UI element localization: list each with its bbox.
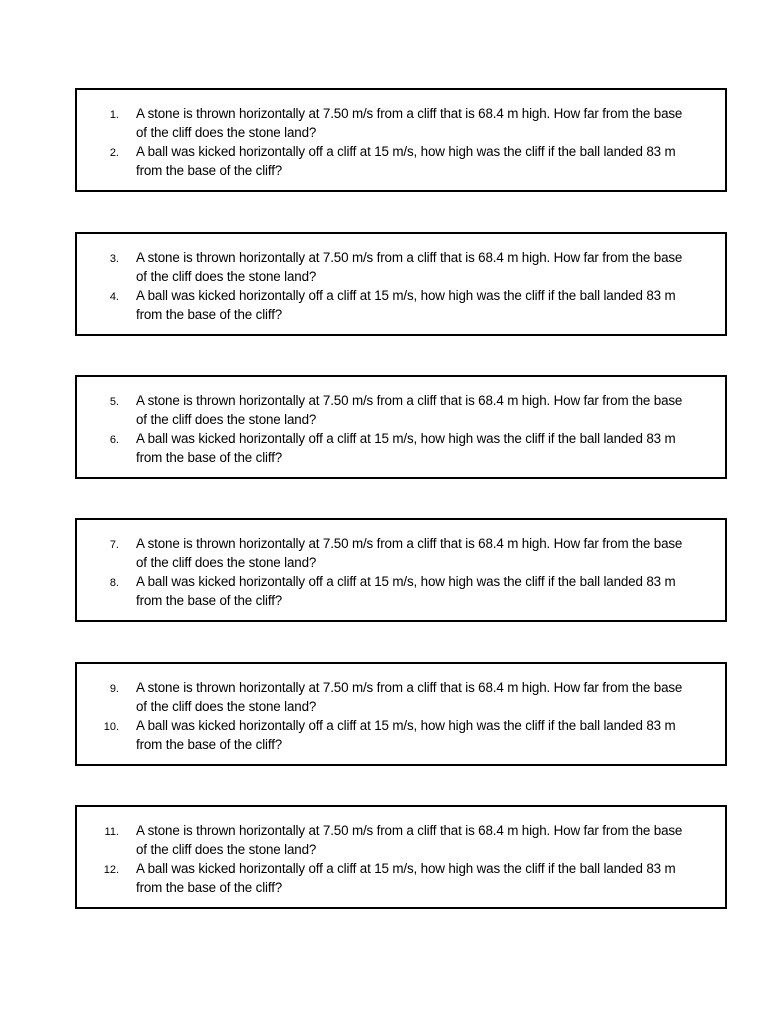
question-text: A stone is thrown horizontally at 7.50 m/s from a cliff that is 68.4 m high. How far from the base of the cliff does the stone land? [136,823,683,857]
question-text: A ball was kicked horizontally off a cliff at 15 m/s, how high was the cliff if the ball landed 83 m from the base of the cliff? [136,431,676,465]
question-text: A stone is thrown horizontally at 7.50 m/s from a cliff that is 68.4 m high. How far from the base of the cliff does the stone land? [136,680,683,714]
question-box [75,518,727,622]
question-number: 1. [109,109,119,121]
question-text: A ball was kicked horizontally off a cliff at 15 m/s, how high was the cliff if the ball landed 83 m from the base of the cliff? [136,718,676,752]
question-number: 7. [109,539,119,551]
question-text: A ball was kicked horizontally off a cliff at 15 m/s, how high was the cliff if the ball landed 83 m from the base of the cliff? [136,574,676,608]
question-text: A ball was kicked horizontally off a cliff at 15 m/s, how high was the cliff if the ball landed 83 m from the base of the cliff? [136,861,676,895]
question-number: 11. [104,826,119,838]
question-number: 8. [109,577,119,589]
question-text: A ball was kicked horizontally off a cliff at 15 m/s, how high was the cliff if the ball landed 83 m from the base of the cliff? [136,288,676,322]
question-box [75,805,727,909]
question-text: A ball was kicked horizontally off a cliff at 15 m/s, how high was the cliff if the ball landed 83 m from the base of the cliff? [136,144,676,178]
question-number: 2. [109,147,119,159]
question-number: 3. [109,253,119,265]
question-text: A stone is thrown horizontally at 7.50 m/s from a cliff that is 68.4 m high. How far from the base of the cliff does the stone land? [136,536,683,570]
question-box [75,375,727,479]
question-number: 4. [109,291,119,303]
question-text: A stone is thrown horizontally at 7.50 m/s from a cliff that is 68.4 m high. How far from the base of the cliff does the stone land? [136,106,683,140]
question-box [75,662,727,766]
question-number: 10. [103,721,119,733]
question-box [75,232,727,336]
question-text: A stone is thrown horizontally at 7.50 m/s from a cliff that is 68.4 m high. How far from the base of the cliff does the stone land? [136,393,683,427]
question-text: A stone is thrown horizontally at 7.50 m/s from a cliff that is 68.4 m high. How far from the base of the cliff does the stone land? [136,250,683,284]
question-number: 12. [103,864,119,876]
question-number: 5. [109,396,119,408]
question-box [75,88,727,192]
question-number: 6. [109,434,119,446]
question-number: 9. [109,683,119,695]
